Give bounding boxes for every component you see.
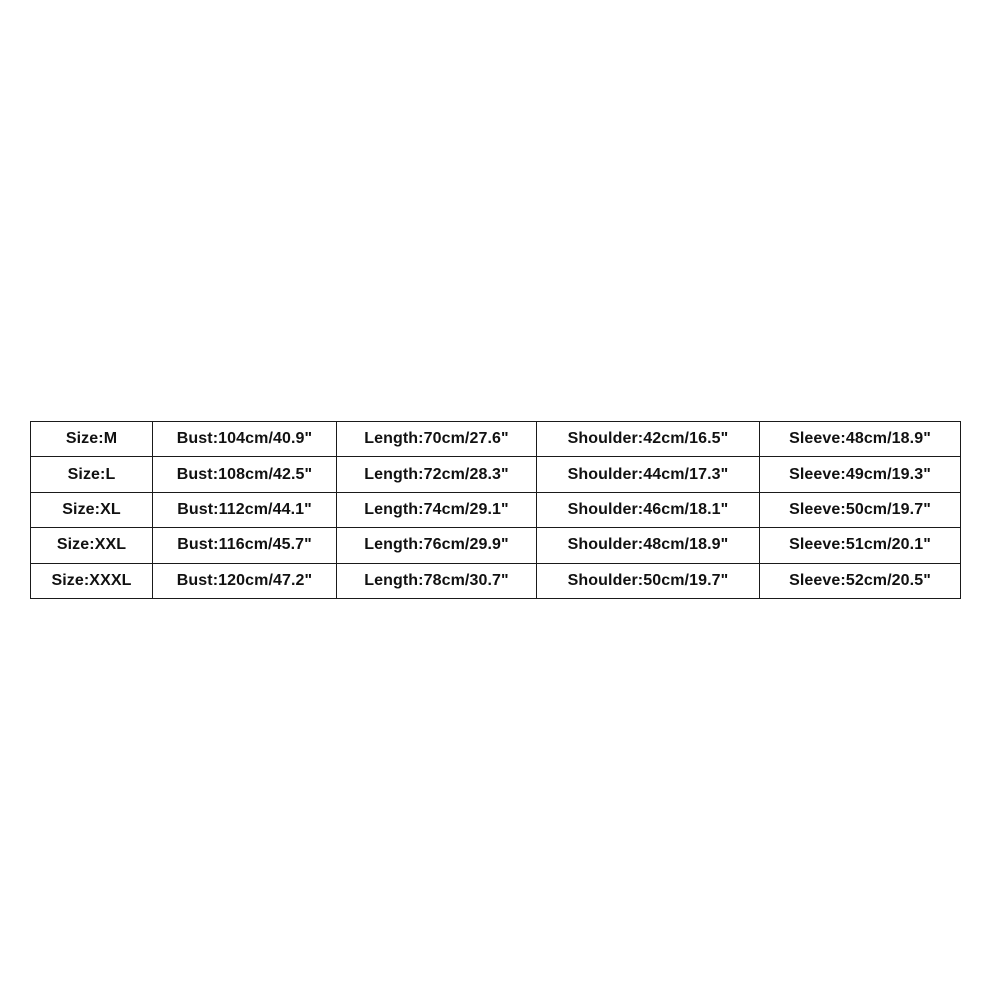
sleeve-cell: Sleeve:51cm/20.1" (760, 528, 961, 563)
length-cell: Length:70cm/27.6" (337, 422, 537, 457)
shoulder-cell: Shoulder:42cm/16.5" (537, 422, 760, 457)
table-row (31, 528, 961, 563)
sleeve-cell: Sleeve:48cm/18.9" (760, 422, 961, 457)
length-cell: Length:74cm/29.1" (337, 492, 537, 527)
bust-cell: Bust:116cm/45.7" (153, 528, 337, 563)
table-row (31, 422, 961, 457)
size-cell: Size:XXXL (31, 563, 153, 598)
size-cell: Size:L (31, 457, 153, 492)
size-cell: Size:XL (31, 492, 153, 527)
length-cell: Length:76cm/29.9" (337, 528, 537, 563)
length-cell: Length:72cm/28.3" (337, 457, 537, 492)
sleeve-cell: Sleeve:49cm/19.3" (760, 457, 961, 492)
bust-cell: Bust:108cm/42.5" (153, 457, 337, 492)
bust-cell: Bust:112cm/44.1" (153, 492, 337, 527)
size-cell: Size:M (31, 422, 153, 457)
shoulder-cell: Shoulder:44cm/17.3" (537, 457, 760, 492)
bust-cell: Bust:104cm/40.9" (153, 422, 337, 457)
length-cell: Length:78cm/30.7" (337, 563, 537, 598)
table-row (31, 457, 961, 492)
table-row (31, 563, 961, 598)
sleeve-cell: Sleeve:52cm/20.5" (760, 563, 961, 598)
table-row (31, 492, 961, 527)
shoulder-cell: Shoulder:50cm/19.7" (537, 563, 760, 598)
sleeve-cell: Sleeve:50cm/19.7" (760, 492, 961, 527)
size-cell: Size:XXL (31, 528, 153, 563)
bust-cell: Bust:120cm/47.2" (153, 563, 337, 598)
size-chart-table (30, 421, 961, 599)
shoulder-cell: Shoulder:46cm/18.1" (537, 492, 760, 527)
shoulder-cell: Shoulder:48cm/18.9" (537, 528, 760, 563)
